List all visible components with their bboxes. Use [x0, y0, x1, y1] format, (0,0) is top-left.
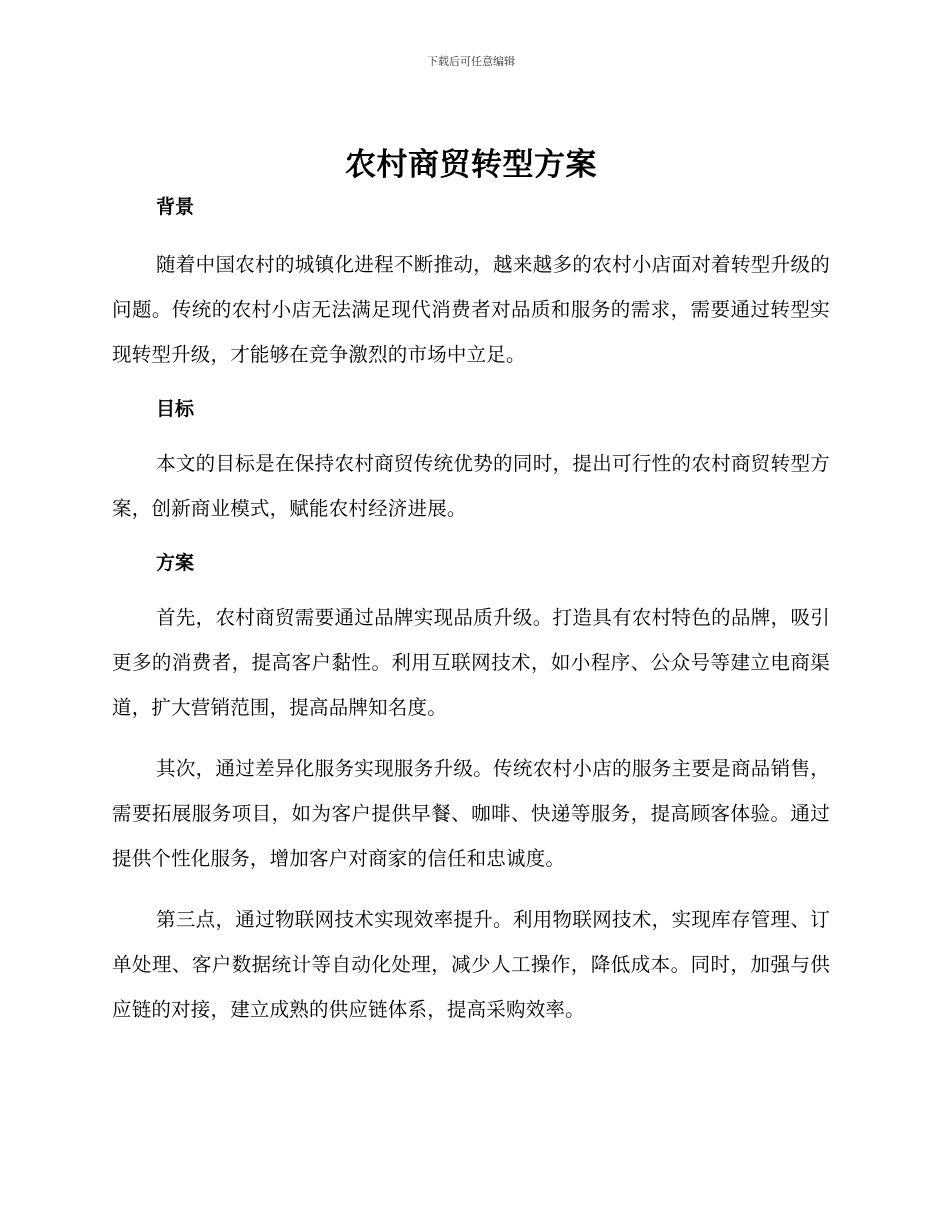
header-note: 下载后可任意编辑 [427, 55, 515, 68]
paragraph-goal: 本文的目标是在保持农村商贸传统优势的同时，提出可行性的农村商贸转型方案，创新商业模式，赋能农村经济进展。 [112, 452, 830, 520]
paragraph-background: 随着中国农村的城镇化进程不断推动，越来越多的农村小店面对着转型升级的问题。传统的农村小店无法满足现代消费者对品质和服务的需求，需要通过转型实现转型升级，才能够在竞争激烈的市场中立足。 [112, 253, 830, 366]
section-heading-background: 背景 [156, 196, 195, 218]
paragraph-plan-iot: 第三点，通过物联网技术实现效率提升。利用物联网技术，实现库存管理、订单处理、客户数据统计等自动化处理，减少人工操作，降低成本。同时，加强与供应链的对接，建立成熟的供应链体系，提高采购效率。 [112, 908, 830, 1021]
document-title: 农村商贸转型方案 [345, 147, 597, 183]
section-heading-plan: 方案 [156, 552, 195, 574]
paragraph-plan-service: 其次，通过差异化服务实现服务升级。传统农村小店的服务主要是商品销售，需要拓展服务项目，如为客户提供早餐、咖啡、快递等服务，提高顾客体验。通过提供个性化服务，增加客户对商家的信任和忠诚度。 [112, 757, 830, 870]
section-heading-goal: 目标 [156, 398, 195, 420]
paragraph-plan-brand: 首先，农村商贸需要通过品牌实现品质升级。打造具有农村特色的品牌，吸引更多的消费者，提高客户黏性。利用互联网技术，如小程序、公众号等建立电商渠道，扩大营销范围，提高品牌知名度。 [112, 606, 830, 719]
